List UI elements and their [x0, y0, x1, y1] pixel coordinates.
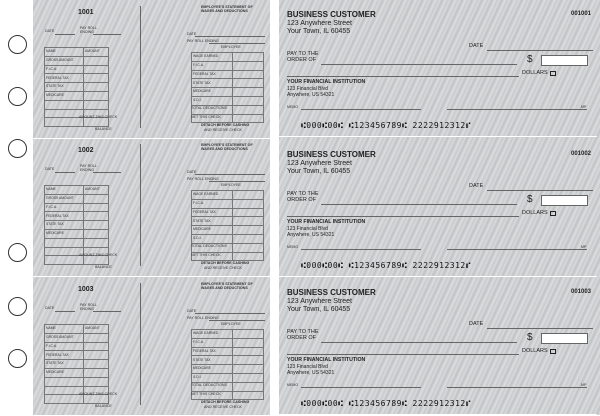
stub-balance-label: BALANCE — [95, 404, 112, 408]
stub-date-label: DATE — [45, 167, 55, 171]
stub-cell — [233, 391, 264, 400]
stub-right-date-label: DATE — [187, 170, 197, 174]
stub-row-label: AMOUNT — [84, 186, 109, 195]
stub-title: EMPLOYEE'S STATEMENT OF — [201, 5, 253, 9]
stub-date-label: DATE — [45, 306, 55, 310]
stub-row-label: WAGE EARNED — [192, 330, 233, 339]
stub-row-label: FEDERAL TAX — [192, 208, 233, 217]
pay-to-label: PAY TO THE — [287, 51, 319, 57]
date-label: DATE — [469, 183, 484, 189]
payee-line — [321, 204, 517, 205]
stub-row-label — [45, 118, 84, 127]
stub-cell — [84, 91, 109, 100]
date-label: DATE — [469, 321, 484, 327]
stub-cell — [233, 105, 264, 114]
mp-label: MP — [581, 105, 587, 109]
stub-balance-label: BALANCE — [95, 265, 112, 269]
dollar-sign-icon: $ — [527, 54, 533, 65]
stub-right-payroll-label: PAY ROLL ENDING — [187, 177, 219, 181]
stub-row-label: F.I.C.A. — [45, 342, 84, 351]
payroll-stub — [33, 138, 270, 277]
stub-row-label: FEDERAL TAX — [45, 212, 84, 221]
stub-row-label — [45, 247, 84, 256]
stub-row-label: F.I.C.A. — [45, 65, 84, 74]
stub-cell — [233, 338, 264, 347]
signature-line — [447, 109, 587, 110]
stub-payroll-line — [93, 311, 121, 312]
date-line — [487, 190, 593, 191]
stub-cell — [233, 208, 264, 217]
stub-payroll-line — [93, 34, 121, 35]
stub-title-2: WAGES AND DEDUCTIONS — [201, 147, 248, 151]
stub-cell — [84, 65, 109, 74]
stub-row-label — [45, 100, 84, 109]
stub-total-deductions-label: TOTAL DEDUCTIONS — [191, 383, 227, 387]
stub-row-label: F.I.C.A. — [192, 338, 233, 347]
date-line — [487, 50, 593, 51]
stub-detach-label: DETACH BEFORE CASHING — [201, 400, 250, 404]
amount-box[interactable] — [541, 195, 588, 206]
stub-cell — [233, 347, 264, 356]
stub-row-label: F.I.C.A. — [192, 199, 233, 208]
stub-right-table — [191, 190, 264, 261]
padlock-icon — [550, 71, 556, 76]
dollar-sign-icon: $ — [527, 332, 533, 343]
bank-street: 123 Financial Blvd — [287, 86, 328, 92]
bank-street: 123 Financial Blvd — [287, 226, 328, 232]
stub-row-label: NAME — [45, 186, 84, 195]
stub-detach-sub-label: AND RECEIVE CHECK — [204, 128, 242, 132]
dollars-label: DOLLARS — [522, 210, 548, 216]
stub-divider — [140, 283, 141, 405]
memo-line — [301, 387, 421, 388]
stub-row-label: STATE TAX — [45, 221, 84, 230]
perforation-strip — [0, 0, 33, 415]
stub-right-date-label: DATE — [187, 32, 197, 36]
stub-cell — [233, 373, 264, 382]
stub-payroll-label: PAY ROLL — [80, 303, 97, 307]
stub-cell — [233, 53, 264, 62]
stub-row-label: GROSS AMOUNT — [45, 194, 84, 203]
stub-row-label: MEDICARE — [192, 226, 233, 235]
stub-cell — [84, 342, 109, 351]
stub-divider — [140, 144, 141, 266]
pay-to-label: PAY TO THE — [287, 191, 319, 197]
stub-row-label: NAME — [45, 48, 84, 57]
stub-cell — [84, 203, 109, 212]
dollars-label: DOLLARS — [522, 348, 548, 354]
stub-right-table — [191, 52, 264, 123]
stub-cell — [84, 100, 109, 109]
bank-city: Anywhere, US 54321 — [287, 232, 335, 238]
stub-cell — [84, 368, 109, 377]
stub-title-2: WAGES AND DEDUCTIONS — [201, 9, 248, 13]
bank-name: YOUR FINANCIAL INSTITUTION — [287, 219, 366, 225]
date-label: DATE — [469, 43, 484, 49]
stub-employee-label: EMPLOYEE — [221, 183, 241, 187]
stub-right-table — [191, 329, 264, 400]
bank-check — [279, 140, 597, 277]
stub-row-label: WAGE EARNED — [192, 53, 233, 62]
payroll-stub — [33, 277, 270, 416]
stub-row-label: WAGE EARNED — [192, 191, 233, 200]
stub-row-label: S.D.I. — [192, 373, 233, 382]
stub-detach-sub-label: AND RECEIVE CHECK — [204, 405, 242, 409]
stub-payroll-line — [93, 172, 121, 173]
order-of-label: ORDER OF — [287, 335, 317, 341]
stub-cell — [84, 333, 109, 342]
stub-date-label: DATE — [45, 29, 55, 33]
padlock-icon — [550, 349, 556, 354]
stub-row-label — [45, 377, 84, 386]
signature-line — [447, 387, 587, 388]
stub-number: 1001 — [78, 9, 94, 16]
stub-payroll-ending-label: ENDING — [80, 30, 94, 34]
stub-right-payroll-label: PAY ROLL ENDING — [187, 316, 219, 320]
stub-divider — [140, 6, 141, 128]
check-number: 001002 — [571, 151, 592, 157]
stub-cell — [233, 356, 264, 365]
amount-words-line — [287, 354, 519, 355]
order-of-label: ORDER OF — [287, 57, 317, 63]
stub-row-label: STATE TAX — [45, 360, 84, 369]
payee-line — [321, 342, 517, 343]
stub-row-label — [45, 386, 84, 395]
stub-number: 1003 — [78, 286, 94, 293]
stub-cell — [84, 194, 109, 203]
stub-cell — [233, 114, 264, 123]
stub-cell — [233, 252, 264, 261]
stub-detach-label: DETACH BEFORE CASHING — [201, 261, 250, 265]
stub-row-label: FEDERAL TAX — [192, 70, 233, 79]
stub-cell — [84, 229, 109, 238]
stub-row-label: F.I.C.A. — [45, 203, 84, 212]
date-line — [487, 328, 593, 329]
customer-name: BUSINESS CUSTOMER — [287, 288, 376, 297]
customer-city: Your Town, IL 60455 — [287, 306, 351, 313]
bank-street: 123 Financial Blvd — [287, 364, 328, 370]
stub-amount-label: AMOUNT THIS CHECK — [79, 115, 118, 119]
stub-row-label: MEDICARE — [192, 365, 233, 374]
stub-balance-label: BALANCE — [95, 127, 112, 131]
stub-row-label: FEDERAL TAX — [45, 351, 84, 360]
amount-words-line — [287, 76, 519, 77]
stub-cell — [233, 191, 264, 200]
order-of-label: ORDER OF — [287, 197, 317, 203]
stub-payroll-ending-label: ENDING — [80, 168, 94, 172]
customer-name: BUSINESS CUSTOMER — [287, 150, 376, 159]
payroll-stub — [33, 0, 270, 139]
bank-name: YOUR FINANCIAL INSTITUTION — [287, 79, 366, 85]
customer-street: 123 Anywhere Street — [287, 20, 352, 27]
check-number: 001003 — [571, 289, 592, 295]
stub-cell — [233, 79, 264, 88]
stub-detach-sub-label: AND RECEIVE CHECK — [204, 266, 242, 270]
memo-label: MEMO — [287, 383, 299, 387]
stub-row-label — [45, 395, 84, 404]
stub-cell — [233, 365, 264, 374]
stub-right-payroll-label: PAY ROLL ENDING — [187, 39, 219, 43]
binder-hole-icon — [8, 243, 27, 262]
stub-right-payroll-line — [209, 43, 265, 44]
stub-amount-label: AMOUNT THIS CHECK — [79, 392, 118, 396]
stub-right-date-label: DATE — [187, 309, 197, 313]
stub-cell — [84, 212, 109, 221]
customer-city: Your Town, IL 60455 — [287, 28, 351, 35]
pay-to-label: PAY TO THE — [287, 329, 319, 335]
stub-row-label — [45, 238, 84, 247]
stub-cell — [84, 83, 109, 92]
stub-row-label: S.D.I. — [192, 234, 233, 243]
binder-hole-icon — [8, 349, 27, 368]
stub-cell — [84, 221, 109, 230]
stub-cell — [233, 61, 264, 70]
mp-label: MP — [581, 245, 587, 249]
stub-cell — [233, 226, 264, 235]
stub-cell — [233, 330, 264, 339]
stub-row-label — [45, 256, 84, 265]
stub-row-label: MEDICARE — [45, 368, 84, 377]
stub-row-label: MEDICARE — [45, 91, 84, 100]
stub-payroll-ending-label: ENDING — [80, 307, 94, 311]
bank-city: Anywhere, US 54321 — [287, 92, 335, 98]
memo-label: MEMO — [287, 105, 299, 109]
stub-cell — [233, 96, 264, 105]
stub-employee-label: EMPLOYEE — [221, 322, 241, 326]
stub-cell — [84, 360, 109, 369]
stub-row-label: AMOUNT — [84, 325, 109, 334]
customer-name: BUSINESS CUSTOMER — [287, 10, 376, 19]
stub-row-label: MEDICARE — [45, 229, 84, 238]
stub-title: EMPLOYEE'S STATEMENT OF — [201, 143, 253, 147]
stub-row-label: S.D.I. — [192, 96, 233, 105]
stub-number: 1002 — [78, 147, 94, 154]
stub-amount-label: AMOUNT THIS CHECK — [79, 253, 118, 257]
stub-total-deductions-label: TOTAL DEDUCTIONS — [191, 106, 227, 110]
stub-row-label: STATE TAX — [45, 83, 84, 92]
stub-net-label: NET THIS CHECK — [191, 392, 221, 396]
stub-cell — [233, 234, 264, 243]
stub-cell — [84, 377, 109, 386]
stub-cell — [233, 217, 264, 226]
bank-check — [279, 278, 597, 415]
stub-row-label: STATE TAX — [192, 79, 233, 88]
stub-right-date-line — [195, 174, 265, 175]
stub-employee-label: EMPLOYEE — [221, 45, 241, 49]
stub-total-deductions-label: TOTAL DEDUCTIONS — [191, 244, 227, 248]
customer-street: 123 Anywhere Street — [287, 160, 352, 167]
stub-payroll-label: PAY ROLL — [80, 26, 97, 30]
payee-line — [321, 64, 517, 65]
memo-label: MEMO — [287, 245, 299, 249]
memo-line — [301, 249, 421, 250]
customer-city: Your Town, IL 60455 — [287, 168, 351, 175]
stub-cell — [84, 74, 109, 83]
stub-date-line — [55, 311, 75, 312]
stub-row-label: AMOUNT — [84, 48, 109, 57]
stub-cell — [233, 382, 264, 391]
dollars-label: DOLLARS — [522, 70, 548, 76]
amount-words-line — [287, 216, 519, 217]
stub-right-payroll-line — [209, 181, 265, 182]
stub-row-label: FEDERAL TAX — [192, 347, 233, 356]
stub-row-label: NAME — [45, 325, 84, 334]
stub-row-label — [45, 109, 84, 118]
stub-date-line — [55, 172, 75, 173]
stub-right-payroll-line — [209, 320, 265, 321]
signature-line — [447, 249, 587, 250]
stub-cell — [84, 238, 109, 247]
stub-cell — [84, 351, 109, 360]
stub-row-label: GROSS AMOUNT — [45, 333, 84, 342]
stub-detach-label: DETACH BEFORE CASHING — [201, 123, 250, 127]
stub-row-label: MEDICARE — [192, 88, 233, 97]
stub-row-label: GROSS AMOUNT — [45, 56, 84, 65]
check-number: 001001 — [571, 11, 592, 17]
micr-line: ⑆000⑆00⑆ ⑆123456789⑆ 2222912312⑈ — [301, 399, 472, 408]
stub-row-label: FEDERAL TAX — [45, 74, 84, 83]
customer-street: 123 Anywhere Street — [287, 298, 352, 305]
binder-hole-icon — [8, 35, 27, 54]
stub-row-label: STATE TAX — [192, 217, 233, 226]
dollar-sign-icon: $ — [527, 194, 533, 205]
bank-check — [279, 0, 597, 137]
memo-line — [301, 109, 421, 110]
stub-row-label: F.I.C.A. — [192, 61, 233, 70]
bank-name: YOUR FINANCIAL INSTITUTION — [287, 357, 366, 363]
stub-title-2: WAGES AND DEDUCTIONS — [201, 286, 248, 290]
amount-box[interactable] — [541, 55, 588, 66]
stub-cell — [233, 199, 264, 208]
binder-hole-icon — [8, 87, 27, 106]
binder-hole-icon — [8, 297, 27, 316]
stub-cell — [84, 56, 109, 65]
stub-right-date-line — [195, 36, 265, 37]
bank-city: Anywhere, US 54321 — [287, 370, 335, 376]
stub-date-line — [55, 34, 75, 35]
binder-hole-icon — [8, 139, 27, 158]
stub-net-label: NET THIS CHECK — [191, 253, 221, 257]
micr-line: ⑆000⑆00⑆ ⑆123456789⑆ 2222912312⑈ — [301, 261, 472, 270]
stub-cell — [233, 243, 264, 252]
padlock-icon — [550, 211, 556, 216]
stub-row-label: STATE TAX — [192, 356, 233, 365]
stub-title: EMPLOYEE'S STATEMENT OF — [201, 282, 253, 286]
stub-cell — [233, 70, 264, 79]
amount-box[interactable] — [541, 333, 588, 344]
stub-payroll-label: PAY ROLL — [80, 164, 97, 168]
stub-cell — [233, 88, 264, 97]
stub-net-label: NET THIS CHECK — [191, 115, 221, 119]
micr-line: ⑆000⑆00⑆ ⑆123456789⑆ 2222912312⑈ — [301, 121, 472, 130]
stub-right-date-line — [195, 313, 265, 314]
mp-label: MP — [581, 383, 587, 387]
